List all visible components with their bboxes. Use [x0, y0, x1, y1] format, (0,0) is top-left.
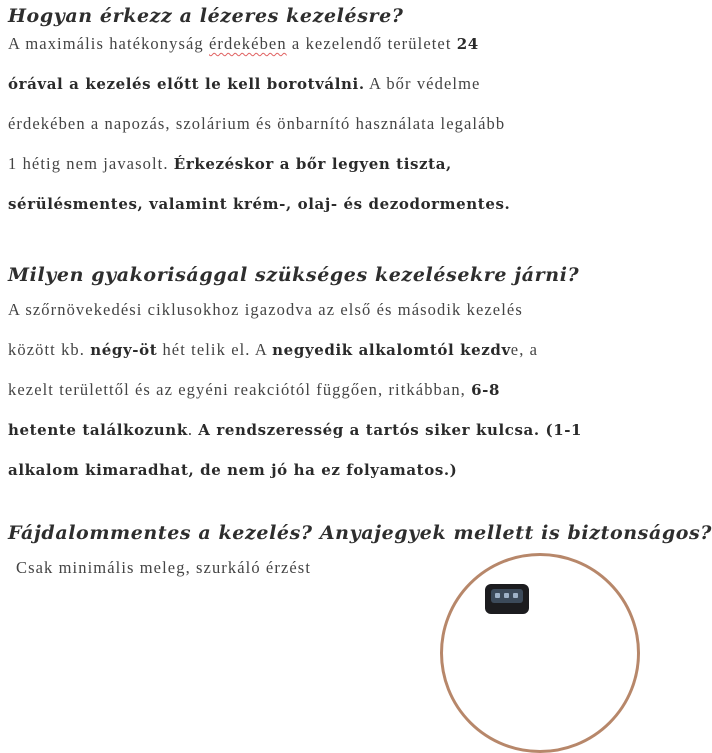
emphasized-text: sérülésmentes, valamint krém-, olaj- és dezodormentes.: [8, 195, 511, 213]
text-run: a kezelendő területet: [286, 34, 457, 53]
emphasized-text: alkalom kimaradhat, de nem jó ha ez folyamatos.): [8, 461, 458, 479]
text-line: [8, 104, 510, 144]
emphasized-text: négy-öt: [90, 341, 158, 359]
section-body-arrival: [8, 24, 510, 224]
text-run: hét telik el. A: [157, 340, 273, 359]
text-line: [16, 548, 311, 588]
emphasized-text: 6-8: [471, 381, 501, 399]
text-run: A bőr védelme: [364, 74, 481, 93]
text-line: [8, 64, 510, 104]
text-line: [8, 370, 582, 410]
text-run: kezelt területtől és az egyéni reakciótól függően, ritkábban,: [8, 380, 472, 399]
text-run: A maximális hatékonyság: [8, 34, 209, 53]
emphasized-text: negyedik alkalomtól kezdv: [272, 341, 511, 359]
text-line: [8, 144, 510, 184]
device-image-frame: [440, 553, 640, 753]
emphasized-text: hetente találkozunk: [8, 421, 188, 439]
text-run: A szőrnövekedési ciklusokhoz igazodva az első és második kezelés: [8, 300, 523, 319]
text-line: [8, 450, 582, 490]
text-run: érdekében: [209, 34, 287, 53]
section-body-frequency: [8, 290, 582, 490]
laser-device-icon: [485, 584, 529, 614]
text-run: 1 hétig nem javasolt.: [8, 154, 174, 173]
text-line: [8, 184, 510, 224]
text-run: .: [187, 420, 199, 439]
section-heading-arrival: Hogyan érkezz a lézeres kezelésre?: [8, 5, 404, 27]
text-run: Csak minimális meleg, szurkáló érzést: [16, 558, 312, 577]
text-line: [8, 410, 582, 450]
text-run: érdekében a napozás, szolárium és önbarnító használata legalább: [8, 114, 506, 133]
device-screen: [491, 589, 523, 603]
section-heading-pain-safety: Fájdalommentes a kezelés? Anyajegyek mellett is biztonságos?: [8, 522, 712, 544]
text-run: e, a: [510, 340, 539, 359]
emphasized-text: A rendszeresség a tartós siker kulcsa. (1-1: [198, 421, 583, 439]
section-body-pain-safety: [16, 548, 311, 588]
text-line: [8, 330, 582, 370]
text-run: között kb.: [8, 340, 91, 359]
text-line: [8, 24, 510, 64]
section-heading-frequency: Milyen gyakorisággal szükséges kezelésekre járni?: [8, 264, 580, 286]
emphasized-text: órával a kezelés előtt le kell borotválni.: [8, 75, 365, 93]
text-line: [8, 290, 582, 330]
emphasized-text: 24: [456, 35, 479, 53]
emphasized-text: Érkezéskor a bőr legyen tiszta,: [173, 155, 452, 173]
